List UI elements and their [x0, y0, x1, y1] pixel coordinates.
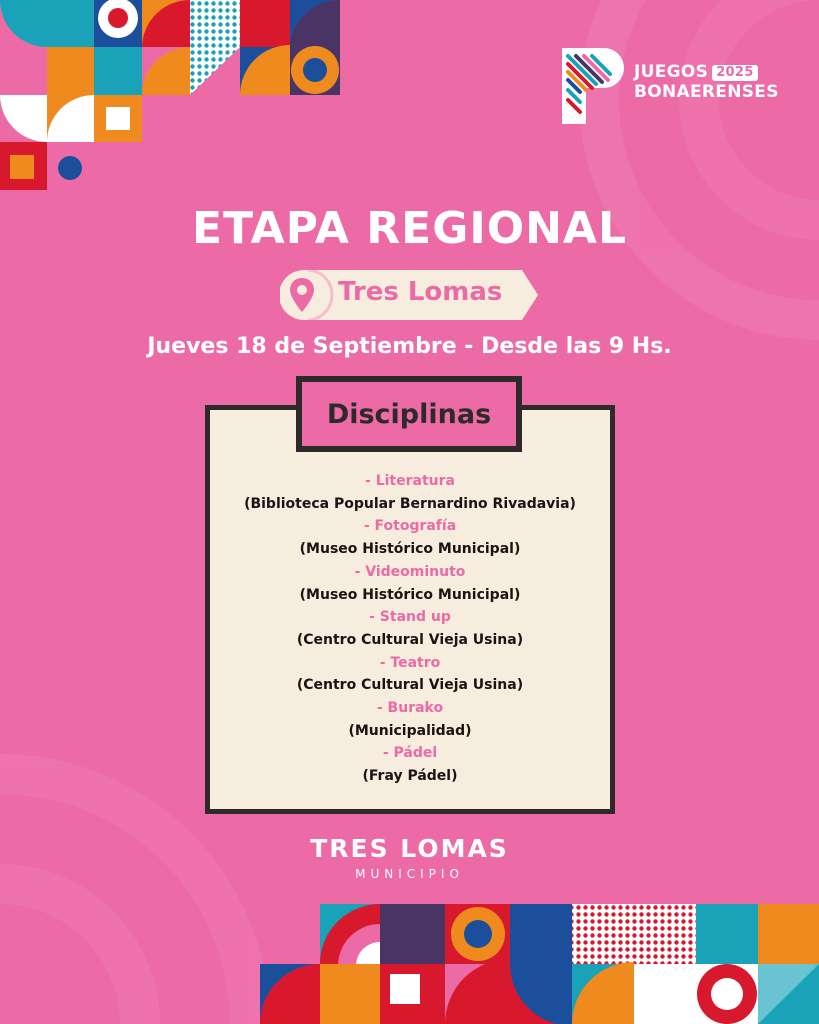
event-date: Jueves 18 de Septiembre - Desde las 9 Hs.	[147, 334, 672, 359]
juegos-bonaerenses-logo	[556, 44, 786, 128]
discipline-item	[205, 606, 615, 651]
discipline-name: - Teatro	[379, 654, 441, 671]
disciplines-header-tab	[296, 376, 522, 452]
discipline-name: - Videominuto	[354, 563, 466, 580]
page-title: ETAPA REGIONAL	[191, 203, 628, 254]
discipline-name: - Pádel	[382, 745, 438, 762]
bottom-geometric-pattern	[260, 904, 819, 1024]
discipline-item	[205, 470, 615, 515]
discipline-venue: (Museo Histórico Municipal)	[299, 586, 521, 603]
discipline-venue: (Museo Histórico Municipal)	[299, 541, 521, 558]
discipline-venue: (Centro Cultural Vieja Usina)	[296, 677, 524, 694]
location-badge	[280, 268, 540, 322]
discipline-venue: (Fray Pádel)	[362, 768, 458, 785]
discipline-item	[205, 515, 615, 560]
municipality-subtitle: MUNICIPIO	[355, 867, 464, 881]
discipline-venue: (Municipalidad)	[348, 722, 472, 739]
municipality-name: TRES LOMAS	[310, 834, 509, 863]
discipline-venue: (Biblioteca Popular Bernardino Rivadavia)	[244, 495, 576, 512]
discipline-name: - Burako	[376, 700, 444, 717]
discipline-item	[205, 561, 615, 606]
disciplines-list	[205, 470, 615, 788]
location-label: Tres Lomas	[338, 277, 503, 307]
brand-year-badge: 2025	[712, 65, 757, 81]
discipline-item	[205, 742, 615, 787]
brand-line1: JUEGOS	[634, 62, 709, 82]
disciplines-header: Disciplinas	[302, 382, 516, 446]
brand-line2: BONAERENSES	[634, 82, 779, 102]
discipline-name: - Stand up	[369, 609, 451, 626]
discipline-item	[205, 697, 615, 742]
discipline-name: - Literatura	[365, 473, 455, 489]
top-left-geometric-pattern	[0, 0, 340, 190]
discipline-name: - Fotografía	[363, 518, 457, 535]
discipline-item	[205, 652, 615, 697]
location-pin-icon	[288, 276, 316, 314]
discipline-venue: (Centro Cultural Vieja Usina)	[296, 631, 524, 648]
municipality-logo	[0, 834, 819, 881]
juegos-bonaerenses-logo-icon	[556, 44, 626, 128]
